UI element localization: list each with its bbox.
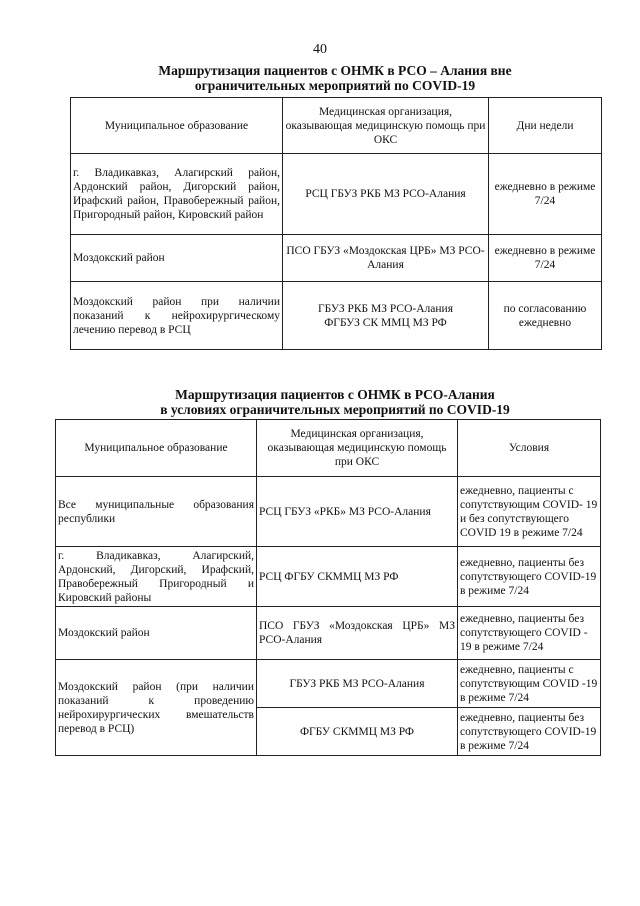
table2-cell-conditions: ежедневно, пациенты без сопутствующего COVID-19 в режиме 7/24 xyxy=(458,547,601,607)
table-row xyxy=(71,235,602,282)
table1-cell-org xyxy=(283,282,489,350)
table-row xyxy=(71,282,602,350)
table2-cell-org: ГБУЗ РКБ МЗ РСО-Алания xyxy=(257,660,458,708)
table1-cell-days: по согласованию ежедневно xyxy=(489,282,602,350)
table1-cell-days: ежедневно в режиме 7/24 xyxy=(489,154,602,235)
table2-cell-org: ПСО ГБУЗ «Моздокская ЦРБ» МЗ РСО-Алания xyxy=(257,607,458,660)
table1-cell-org xyxy=(283,154,489,235)
page-number: 40 xyxy=(313,42,327,57)
table1-header-municipal: Муниципальное образование xyxy=(71,98,283,154)
table1-cell-municipal: Моздокский район при наличии показаний к нейрохирургическому лечению перевод в РСЦ xyxy=(71,282,283,350)
table1-title xyxy=(70,63,600,93)
table1-header-row xyxy=(71,98,602,154)
table2-header-municipal: Муниципальное образование xyxy=(56,420,257,477)
table2-cell-org: ФГБУ СКММЦ МЗ РФ xyxy=(257,708,458,756)
table2-cell-org: РСЦ ГБУЗ «РКБ» МЗ РСО-Алания xyxy=(257,477,458,547)
table2-cell-org: РСЦ ФГБУ СКММЦ МЗ РФ xyxy=(257,547,458,607)
table2-cell-conditions: ежедневно, пациенты с сопутствующим COVID -19 в режиме 7/24 xyxy=(458,660,601,708)
table1-title-line2: ограничительных мероприятий по COVID-19 xyxy=(194,78,476,93)
table1-title-line1: Маршрутизация пациентов с ОНМК в РСО – Алания вне xyxy=(158,63,512,78)
org-line: РСЦ ГБУЗ РКБ МЗ РСО-Алания xyxy=(305,188,466,200)
table1-cell-days: ежедневно в режиме 7/24 xyxy=(489,235,602,282)
table-row xyxy=(56,660,601,708)
table-row xyxy=(56,547,601,607)
org-line: ПСО ГБУЗ «Моздокская ЦРБ» МЗ РСО-Алания xyxy=(286,245,485,271)
table1-cell-municipal: г. Владикавказ, Алагирский район, Ардонский район, Дигорский район, Ирафский район, Правобережный район, Пригородный район, Кировский район xyxy=(71,154,283,235)
table1-header-days: Дни недели xyxy=(489,98,602,154)
table2-title-line2: в условиях ограничительных мероприятий по COVID-19 xyxy=(160,402,510,417)
table2-cell-conditions: ежедневно, пациенты без сопутствующего COVID - 19 в режиме 7/24 xyxy=(458,607,601,660)
table2 xyxy=(55,419,601,756)
table2-title xyxy=(70,387,600,417)
table2-cell-municipal: Все муниципальные образования республики xyxy=(56,477,257,547)
table2-cell-municipal: Моздокский район xyxy=(56,607,257,660)
table-row xyxy=(56,477,601,547)
table1 xyxy=(70,97,602,350)
table2-cell-conditions: ежедневно, пациенты без сопутствующего COVID-19 в режиме 7/24 xyxy=(458,708,601,756)
table2-header-conditions: Условия xyxy=(458,420,601,477)
table1-header-org: Медицинская организация, оказывающая медицинскую помощь при ОКС xyxy=(283,98,489,154)
org-line: ГБУЗ РКБ МЗ РСО-Алания xyxy=(318,302,453,315)
org-line: ФГБУЗ СК ММЦ МЗ РФ xyxy=(324,316,447,329)
table2-cell-municipal: Моздокский район (при наличии показаний к проведению нейрохирургических вмешательств перевод в РСЦ) xyxy=(56,660,257,756)
table2-header-org: Медицинская организация, оказывающая медицинскую помощь при ОКС xyxy=(257,420,458,477)
table2-header-row xyxy=(56,420,601,477)
table1-cell-municipal: Моздокский район xyxy=(71,235,283,282)
table1-cell-org xyxy=(283,235,489,282)
table-row xyxy=(56,607,601,660)
table2-cell-conditions: ежедневно, пациенты с сопутствующим COVID- 19 и без сопутствующего COVID 19 в режиме 7/24 xyxy=(458,477,601,547)
table2-title-line1: Маршрутизация пациентов с ОНМК в РСО-Алания xyxy=(175,387,495,402)
table-row xyxy=(71,154,602,235)
table2-cell-municipal: г. Владикавказ, Алагирский, Ардонский, Дигорский, Ирафский, Правобережный Пригородный и Кировский районы xyxy=(56,547,257,607)
